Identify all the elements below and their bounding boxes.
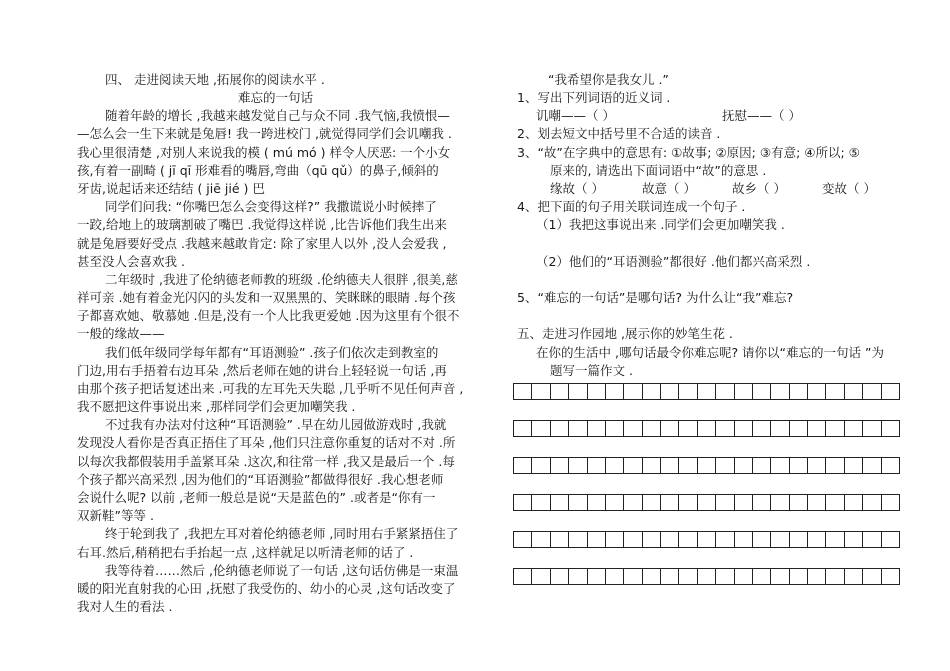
question-3: 3、“故”在字典中的意思有: ①故事; ②原因; ③有意; ④所以; ⑤ bbox=[517, 145, 860, 160]
question-3-word: 缘故（ ） bbox=[550, 181, 604, 196]
grid-cell[interactable] bbox=[882, 421, 900, 436]
passage-line: 子都喜欢她、敬慕她 .但是,没有一个人比我更爱她 .因为这里有个很不 bbox=[77, 308, 460, 323]
writing-grid-row[interactable] bbox=[513, 420, 900, 437]
question-1-item-b: 抚慰——（ ） bbox=[722, 108, 801, 123]
passage-line: 就是兔唇要好受点 .我越来越敢肯定: 除了家里人以外 ,没人会爱我 , bbox=[77, 236, 447, 251]
passage-line: 会说什么呢? 以前 ,老师一般总是说“天是蓝色的” .或者是“你有一 bbox=[77, 490, 436, 505]
passage-line: 二年级时 ,我进了伦纳德老师教的班级 .伦纳德夫人很胖 ,很美,慈 bbox=[105, 272, 458, 287]
grid-cell[interactable] bbox=[790, 421, 808, 436]
grid-cell[interactable] bbox=[532, 458, 550, 473]
passage-line: 祥可亲 .她有着金光闪闪的头发和一双黑黑的、笑眯眯的眼睛 .每个孩 bbox=[77, 290, 456, 305]
grid-cell[interactable] bbox=[882, 532, 900, 547]
grid-cell[interactable] bbox=[753, 384, 771, 399]
grid-cell[interactable] bbox=[698, 421, 716, 436]
grid-cell[interactable] bbox=[790, 495, 808, 510]
grid-cell[interactable] bbox=[808, 569, 826, 584]
grid-cell[interactable] bbox=[679, 421, 697, 436]
passage-line: 我等待着……然后 ,伦纳德老师说了一句话 ,这句话仿佛是一束温 bbox=[105, 563, 459, 578]
grid-cell[interactable] bbox=[514, 569, 532, 584]
grid-cell[interactable] bbox=[826, 421, 844, 436]
grid-cell[interactable] bbox=[882, 458, 900, 473]
writing-grid-row[interactable] bbox=[513, 531, 900, 548]
passage-line: 右耳.然后,稍稍把右手抬起一点 ,这样就足以听清老师的话了 . bbox=[77, 545, 414, 560]
grid-cell[interactable] bbox=[532, 384, 550, 399]
grid-cell[interactable] bbox=[624, 421, 642, 436]
passage-line: 随着年龄的增长 ,我越来越发觉自己与众不同 .我气恼,我愤恨— bbox=[105, 108, 450, 123]
grid-cell[interactable] bbox=[808, 458, 826, 473]
grid-cell[interactable] bbox=[624, 384, 642, 399]
grid-cell[interactable] bbox=[514, 495, 532, 510]
grid-cell[interactable] bbox=[643, 569, 661, 584]
grid-cell[interactable] bbox=[679, 458, 697, 473]
grid-cell[interactable] bbox=[551, 532, 569, 547]
passage-line: 终于轮到我了 ,我把左耳对着伦纳德老师 ,同时用右手紧紧捂住了 bbox=[105, 526, 459, 541]
passage-line: 不过我有办法对付这种“耳语测验” .早在幼儿园做游戏时 ,我就 bbox=[105, 417, 447, 432]
grid-cell[interactable] bbox=[882, 384, 900, 399]
grid-cell[interactable] bbox=[716, 569, 734, 584]
grid-cell[interactable] bbox=[514, 458, 532, 473]
grid-cell[interactable] bbox=[588, 421, 606, 436]
grid-cell[interactable] bbox=[698, 384, 716, 399]
grid-cell[interactable] bbox=[735, 458, 753, 473]
grid-cell[interactable] bbox=[716, 421, 734, 436]
grid-cell[interactable] bbox=[514, 384, 532, 399]
question-5: 5、“难忘的一句话”是哪句话? 为什么让“我”难忘? bbox=[517, 290, 794, 305]
grid-cell[interactable] bbox=[551, 384, 569, 399]
writing-grid-row[interactable] bbox=[513, 383, 900, 400]
passage-line: 我心里很清楚 ,对别人来说我的模 ( mú mó ) 样令人厌恶: 一个小女 bbox=[77, 145, 451, 160]
question-4-sentence-2: （2）他们的“耳语测验”都很好 .他们都兴高采烈 . bbox=[536, 254, 811, 269]
grid-cell[interactable] bbox=[845, 495, 863, 510]
grid-cell[interactable] bbox=[790, 569, 808, 584]
grid-cell[interactable] bbox=[790, 458, 808, 473]
question-3-word: 故意（ ） bbox=[642, 181, 696, 196]
grid-cell[interactable] bbox=[532, 421, 550, 436]
grid-cell[interactable] bbox=[624, 495, 642, 510]
grid-cell[interactable] bbox=[735, 495, 753, 510]
quote-line: “我希望你是我女儿 .” bbox=[548, 72, 669, 87]
grid-cell[interactable] bbox=[771, 421, 789, 436]
grid-cell[interactable] bbox=[716, 458, 734, 473]
section-four-title: 四、 走进阅读天地 ,拓展你的阅读水平 . bbox=[105, 72, 325, 87]
grid-cell[interactable] bbox=[716, 532, 734, 547]
passage-line: 由那个孩子把话复述出来 .可我的左耳先天失聪 ,几乎听不见任何声音 , bbox=[77, 381, 464, 396]
passage-line: 暖的阳光直射我的心田 ,抚慰了我受伤的、幼小的心灵 ,这句话改变了 bbox=[77, 581, 456, 596]
grid-cell[interactable] bbox=[606, 421, 624, 436]
grid-cell[interactable] bbox=[808, 495, 826, 510]
grid-cell[interactable] bbox=[882, 569, 900, 584]
question-2: 2、划去短文中括号里不合适的读音 . bbox=[517, 126, 721, 141]
grid-cell[interactable] bbox=[698, 458, 716, 473]
passage-title: 难忘的一句话 bbox=[238, 90, 314, 105]
question-4-sentence-1: （1）我把这事说出来 .同学们会更加嘲笑我 . bbox=[536, 217, 785, 232]
grid-cell[interactable] bbox=[698, 532, 716, 547]
grid-cell[interactable] bbox=[588, 532, 606, 547]
passage-line: 一般的缘故—— bbox=[77, 326, 165, 341]
grid-cell[interactable] bbox=[679, 569, 697, 584]
section-five-prompt-2: 题写一篇作文 . bbox=[550, 363, 633, 378]
grid-cell[interactable] bbox=[643, 421, 661, 436]
grid-cell[interactable] bbox=[679, 384, 697, 399]
section-five-title: 五、走进习作园地 ,展示你的妙笔生花 . bbox=[517, 326, 733, 341]
grid-cell[interactable] bbox=[661, 532, 679, 547]
grid-cell[interactable] bbox=[679, 495, 697, 510]
question-3-word: 变故（ ） bbox=[822, 181, 876, 196]
grid-cell[interactable] bbox=[735, 569, 753, 584]
grid-cell[interactable] bbox=[826, 384, 844, 399]
grid-cell[interactable] bbox=[569, 495, 587, 510]
grid-cell[interactable] bbox=[606, 495, 624, 510]
question-4: 4、把下面的句子用关联词连成一个句子 . bbox=[517, 199, 746, 214]
grid-cell[interactable] bbox=[588, 384, 606, 399]
grid-cell[interactable] bbox=[753, 532, 771, 547]
grid-cell[interactable] bbox=[753, 458, 771, 473]
grid-cell[interactable] bbox=[882, 495, 900, 510]
passage-line: 个孩子都兴高采烈 ,因为他们的“耳语测验”都做得很好 .我心想老师 bbox=[77, 472, 444, 487]
grid-cell[interactable] bbox=[790, 532, 808, 547]
passage-line: 甚至没人会喜欢我 . bbox=[77, 254, 185, 269]
grid-cell[interactable] bbox=[863, 532, 881, 547]
grid-cell[interactable] bbox=[863, 569, 881, 584]
grid-cell[interactable] bbox=[753, 421, 771, 436]
passage-line: 发现没人看你是否真正捂住了耳朵 ,他们只注意你重复的话对不对 .所 bbox=[77, 435, 456, 450]
writing-grid-row[interactable] bbox=[513, 494, 900, 511]
grid-cell[interactable] bbox=[845, 532, 863, 547]
passage-line: 同学们问我: “你嘴巴怎么会变得这样?” 我撒谎说小时候摔了 bbox=[105, 199, 437, 214]
grid-cell[interactable] bbox=[735, 421, 753, 436]
grid-cell[interactable] bbox=[532, 495, 550, 510]
grid-cell[interactable] bbox=[845, 421, 863, 436]
grid-cell[interactable] bbox=[771, 458, 789, 473]
passage-line: 双新鞋”等等 . bbox=[77, 508, 154, 523]
grid-cell[interactable] bbox=[845, 569, 863, 584]
grid-cell[interactable] bbox=[569, 384, 587, 399]
grid-cell[interactable] bbox=[845, 458, 863, 473]
passage-line: 我对人生的看法 . bbox=[77, 599, 173, 614]
grid-cell[interactable] bbox=[661, 495, 679, 510]
grid-cell[interactable] bbox=[551, 569, 569, 584]
grid-cell[interactable] bbox=[661, 458, 679, 473]
grid-cell[interactable] bbox=[771, 495, 789, 510]
section-five-prompt: 在你的生活中 ,哪句话最令你难忘呢? 请你以“难忘的一句话 ”为 bbox=[536, 345, 884, 360]
grid-cell[interactable] bbox=[588, 569, 606, 584]
passage-line: 孩,有着一副畸 ( jī qī 形难看的嘴唇,弯曲（qū qǔ）的鼻子,倾斜的 bbox=[77, 163, 439, 178]
grid-cell[interactable] bbox=[826, 532, 844, 547]
grid-cell[interactable] bbox=[661, 569, 679, 584]
grid-cell[interactable] bbox=[826, 458, 844, 473]
passage-line: 牙齿,说起话来还结结 ( jiē jié ) 巴 bbox=[77, 181, 265, 196]
grid-cell[interactable] bbox=[716, 495, 734, 510]
grid-cell[interactable] bbox=[753, 495, 771, 510]
grid-cell[interactable] bbox=[863, 495, 881, 510]
question-1: 1、写出下列词语的近义词 . bbox=[517, 90, 671, 105]
grid-cell[interactable] bbox=[569, 458, 587, 473]
grid-cell[interactable] bbox=[569, 569, 587, 584]
grid-cell[interactable] bbox=[643, 384, 661, 399]
grid-cell[interactable] bbox=[679, 532, 697, 547]
question-3-line-2: 原来的, 请选出下面词语中“故”的意思 . bbox=[550, 163, 767, 178]
grid-cell[interactable] bbox=[532, 569, 550, 584]
grid-cell[interactable] bbox=[863, 384, 881, 399]
grid-cell[interactable] bbox=[588, 458, 606, 473]
grid-cell[interactable] bbox=[826, 495, 844, 510]
grid-cell[interactable] bbox=[808, 421, 826, 436]
grid-cell[interactable] bbox=[698, 495, 716, 510]
passage-line: 一跤,给地上的玻璃割破了嘴巴 .我觉得这样说 ,比告诉他们我生出来 bbox=[77, 217, 447, 232]
passage-line: 以每次我都假装用手盖紧耳朵 .这次,和往常一样 ,我又是最后一个 .每 bbox=[77, 454, 455, 469]
grid-cell[interactable] bbox=[735, 384, 753, 399]
grid-cell[interactable] bbox=[514, 532, 532, 547]
grid-cell[interactable] bbox=[661, 384, 679, 399]
grid-cell[interactable] bbox=[569, 421, 587, 436]
grid-cell[interactable] bbox=[863, 421, 881, 436]
question-1-item-a: 讥嘲——（ ） bbox=[536, 108, 615, 123]
grid-cell[interactable] bbox=[808, 384, 826, 399]
question-3-word: 故乡（ ） bbox=[732, 181, 786, 196]
grid-cell[interactable] bbox=[624, 458, 642, 473]
passage-line: 门边,用右手捂着右边耳朵 ,然后老师在她的讲台上轻轻说一句话 ,再 bbox=[77, 363, 447, 378]
grid-cell[interactable] bbox=[698, 569, 716, 584]
grid-cell[interactable] bbox=[606, 532, 624, 547]
grid-cell[interactable] bbox=[588, 495, 606, 510]
grid-cell[interactable] bbox=[551, 421, 569, 436]
grid-cell[interactable] bbox=[606, 458, 624, 473]
grid-cell[interactable] bbox=[826, 569, 844, 584]
grid-cell[interactable] bbox=[661, 421, 679, 436]
grid-cell[interactable] bbox=[514, 421, 532, 436]
grid-cell[interactable] bbox=[790, 384, 808, 399]
grid-cell[interactable] bbox=[532, 532, 550, 547]
grid-cell[interactable] bbox=[606, 569, 624, 584]
grid-cell[interactable] bbox=[808, 532, 826, 547]
grid-cell[interactable] bbox=[624, 569, 642, 584]
grid-cell[interactable] bbox=[551, 458, 569, 473]
grid-cell[interactable] bbox=[771, 569, 789, 584]
grid-cell[interactable] bbox=[643, 532, 661, 547]
grid-cell[interactable] bbox=[753, 569, 771, 584]
writing-grid-row[interactable] bbox=[513, 457, 900, 474]
passage-line: 我不愿把这件事说出来 ,那样同学们会更加嘲笑我 . bbox=[77, 399, 356, 414]
grid-cell[interactable] bbox=[771, 384, 789, 399]
grid-cell[interactable] bbox=[643, 458, 661, 473]
grid-cell[interactable] bbox=[643, 495, 661, 510]
grid-cell[interactable] bbox=[569, 532, 587, 547]
writing-grid-row[interactable] bbox=[513, 568, 900, 585]
grid-cell[interactable] bbox=[771, 532, 789, 547]
grid-cell[interactable] bbox=[845, 384, 863, 399]
grid-cell[interactable] bbox=[606, 384, 624, 399]
passage-line: 我们低年级同学每年都有“耳语测验” .孩子们依次走到教室的 bbox=[105, 345, 439, 360]
grid-cell[interactable] bbox=[735, 532, 753, 547]
passage-line: —怎么会一生下来就是兔唇! 我一跨进校门 ,就觉得同学们会讥嘲我 . bbox=[77, 126, 452, 141]
grid-cell[interactable] bbox=[863, 458, 881, 473]
grid-cell[interactable] bbox=[624, 532, 642, 547]
grid-cell[interactable] bbox=[551, 495, 569, 510]
grid-cell[interactable] bbox=[716, 384, 734, 399]
